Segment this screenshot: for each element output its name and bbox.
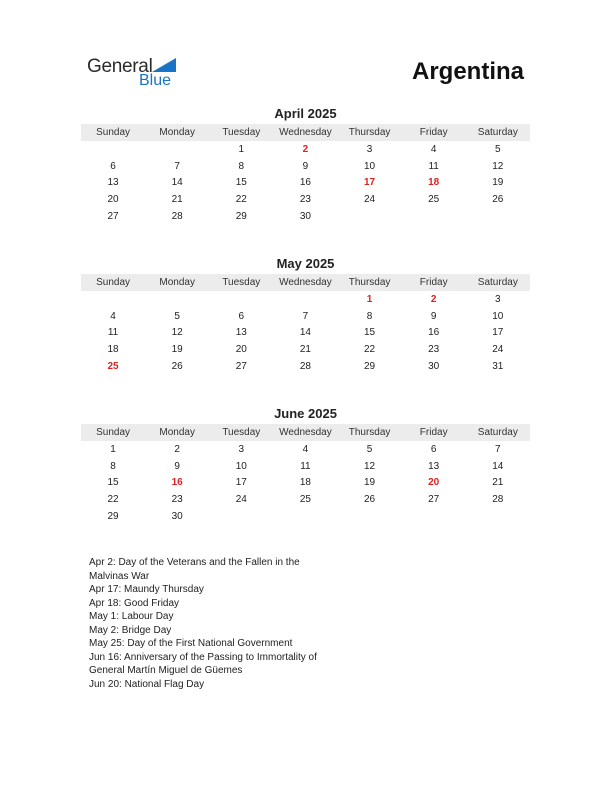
- weekday-label: Tuesday: [222, 427, 261, 438]
- weekday-label: Friday: [419, 127, 448, 138]
- holiday-note-line: May 2: Bridge Day: [89, 624, 172, 636]
- day-cell: 5: [174, 310, 180, 322]
- weekday-label: Monday: [159, 127, 195, 138]
- weekday-label: Saturday: [477, 427, 518, 438]
- holiday-notes: [89, 556, 349, 691]
- day-cell: 17: [492, 327, 504, 339]
- holiday-note-line: Jun 16: Anniversary of the Passing to Immortality of: [89, 651, 317, 663]
- day-cell: 7: [302, 310, 309, 322]
- holiday-note-line: General Martín Miguel de Güemes: [89, 665, 243, 676]
- weekday-label: Thursday: [348, 127, 391, 138]
- month-title: June 2025: [274, 406, 337, 421]
- day-cell: 3: [495, 293, 501, 305]
- weekday-label: Sunday: [96, 277, 131, 288]
- day-cell: 8: [238, 160, 245, 172]
- weekday-label: Thursday: [348, 427, 391, 438]
- week-row: [81, 475, 530, 492]
- day-cell: 31: [492, 361, 504, 373]
- weekday-header-row: [81, 274, 530, 291]
- weekday-label: Monday: [159, 427, 195, 438]
- day-cell: 13: [235, 327, 247, 339]
- day-cell: 19: [364, 477, 376, 489]
- weekday-label: Tuesday: [222, 127, 261, 138]
- week-row: [81, 191, 530, 208]
- holiday-day-cell: 18: [428, 177, 440, 189]
- day-cell: 8: [366, 310, 373, 322]
- day-cell: 12: [171, 327, 183, 339]
- holiday-day-cell: 16: [171, 477, 183, 489]
- day-cell: 15: [235, 177, 247, 189]
- day-cell: 10: [364, 160, 376, 172]
- holiday-note-line: Jun 20: National Flag Day: [89, 678, 205, 690]
- day-cell: 26: [364, 494, 376, 506]
- day-cell: 9: [302, 160, 309, 172]
- month-title: April 2025: [274, 106, 337, 121]
- logo-triangle-icon: [152, 58, 176, 72]
- weekday-label: Tuesday: [222, 277, 261, 288]
- day-cell: 28: [171, 211, 183, 223]
- holiday-note-line: Apr 18: Good Friday: [89, 597, 180, 609]
- holiday-note-line: Malvinas War: [89, 570, 150, 582]
- weekday-label: Sunday: [96, 427, 131, 438]
- day-cell: 28: [492, 494, 504, 506]
- day-cell: 29: [235, 211, 247, 223]
- day-cell: 30: [171, 511, 183, 523]
- day-cell: 21: [492, 477, 504, 489]
- holiday-note-line: May 25: Day of the First National Government: [89, 638, 293, 649]
- week-row: [81, 358, 530, 375]
- weekday-label: Thursday: [348, 277, 391, 288]
- day-cell: 30: [428, 361, 440, 373]
- day-cell: 22: [235, 194, 247, 206]
- day-cell: 5: [366, 443, 373, 455]
- logo-blue-text: Blue: [139, 72, 172, 89]
- weekday-label: Sunday: [96, 127, 131, 138]
- holiday-note-line: Apr 2: Day of the Veterans and the Fallen in the: [89, 557, 300, 568]
- day-cell: 7: [495, 443, 501, 455]
- holiday-note-line: Apr 17: Maundy Thursday: [89, 584, 204, 595]
- day-cell: 15: [364, 327, 376, 339]
- day-cell: 9: [174, 460, 180, 472]
- day-cell: 12: [492, 160, 504, 172]
- day-cell: 19: [171, 344, 183, 356]
- weekday-label: Wednesday: [279, 277, 332, 288]
- day-cell: 30: [299, 211, 311, 223]
- day-cell: 18: [299, 477, 311, 489]
- week-row: [81, 141, 530, 158]
- month-title: May 2025: [276, 256, 335, 271]
- day-cell: 11: [428, 160, 439, 172]
- week-row: [81, 175, 530, 192]
- weekday-label: Saturday: [477, 277, 518, 288]
- day-cell: 1: [110, 443, 116, 455]
- logo-general-text: General: [87, 56, 153, 77]
- day-cell: 29: [364, 361, 376, 373]
- holiday-day-cell: 2: [302, 143, 309, 155]
- month-calendar: [81, 256, 530, 375]
- day-cell: 19: [492, 177, 504, 189]
- weekday-header-row: [81, 424, 530, 441]
- day-cell: 14: [171, 177, 183, 189]
- day-cell: 3: [366, 143, 373, 155]
- generalblue-logo: [87, 56, 187, 92]
- day-cell: 28: [299, 361, 311, 373]
- weekday-label: Friday: [419, 277, 448, 288]
- day-cell: 16: [428, 327, 440, 339]
- week-row: [81, 158, 530, 175]
- month-calendar: [81, 406, 530, 525]
- holiday-day-cell: 2: [430, 293, 437, 305]
- week-row: [81, 308, 530, 325]
- week-row: [81, 291, 530, 308]
- day-cell: 1: [238, 143, 245, 155]
- day-cell: 27: [107, 211, 119, 223]
- week-row: [81, 458, 530, 475]
- week-row: [81, 441, 530, 458]
- day-cell: 10: [235, 460, 247, 472]
- day-cell: 22: [364, 344, 376, 356]
- week-row: [81, 491, 530, 508]
- day-cell: 4: [110, 310, 116, 322]
- country-title: Argentina: [411, 58, 524, 85]
- holiday-note-line: May 1: Labour Day: [89, 611, 174, 622]
- day-cell: 14: [492, 460, 504, 472]
- day-cell: 24: [492, 344, 504, 356]
- day-cell: 20: [107, 194, 119, 206]
- day-cell: 11: [300, 460, 311, 472]
- week-row: [81, 208, 530, 225]
- day-cell: 17: [235, 477, 247, 489]
- day-cell: 27: [428, 494, 440, 506]
- day-cell: 7: [174, 160, 180, 172]
- day-cell: 29: [107, 511, 119, 523]
- day-cell: 9: [430, 310, 437, 322]
- day-cell: 26: [171, 361, 183, 373]
- day-cell: 6: [430, 443, 437, 455]
- day-cell: 14: [299, 327, 311, 339]
- day-cell: 21: [171, 194, 183, 206]
- day-cell: 16: [299, 177, 311, 189]
- weekday-label: Friday: [419, 427, 448, 438]
- day-cell: 6: [110, 160, 116, 172]
- day-cell: 4: [430, 143, 437, 155]
- day-cell: 25: [428, 194, 440, 206]
- day-cell: 23: [171, 494, 183, 506]
- holiday-day-cell: 20: [428, 477, 440, 489]
- day-cell: 6: [238, 310, 245, 322]
- day-cell: 23: [428, 344, 440, 356]
- week-row: [81, 325, 530, 342]
- day-cell: 25: [299, 494, 311, 506]
- day-cell: 27: [235, 361, 247, 373]
- weekday-label: Wednesday: [279, 427, 332, 438]
- weekday-label: Wednesday: [279, 127, 332, 138]
- day-cell: 10: [492, 310, 504, 322]
- day-cell: 24: [364, 194, 376, 206]
- day-cell: 3: [238, 443, 245, 455]
- day-cell: 24: [235, 494, 247, 506]
- day-cell: 8: [110, 460, 116, 472]
- day-cell: 20: [235, 344, 247, 356]
- day-cell: 21: [299, 344, 311, 356]
- day-cell: 5: [495, 143, 501, 155]
- holiday-day-cell: 1: [366, 293, 373, 305]
- weekday-label: Monday: [159, 277, 195, 288]
- day-cell: 22: [107, 494, 119, 506]
- day-cell: 26: [492, 194, 504, 206]
- weekday-header-row: [81, 124, 530, 141]
- day-cell: 18: [107, 344, 119, 356]
- day-cell: 13: [107, 177, 119, 189]
- day-cell: 23: [299, 194, 311, 206]
- day-cell: 12: [364, 460, 376, 472]
- holiday-day-cell: 17: [364, 177, 376, 189]
- day-cell: 11: [107, 327, 119, 339]
- week-row: [81, 341, 530, 358]
- day-cell: 13: [428, 460, 440, 472]
- day-cell: 2: [174, 443, 180, 455]
- day-cell: 15: [107, 477, 119, 489]
- weekday-label: Saturday: [477, 127, 518, 138]
- holiday-day-cell: 25: [107, 361, 119, 373]
- week-row: [81, 508, 530, 525]
- month-calendar: [81, 106, 530, 225]
- day-cell: 4: [302, 443, 309, 455]
